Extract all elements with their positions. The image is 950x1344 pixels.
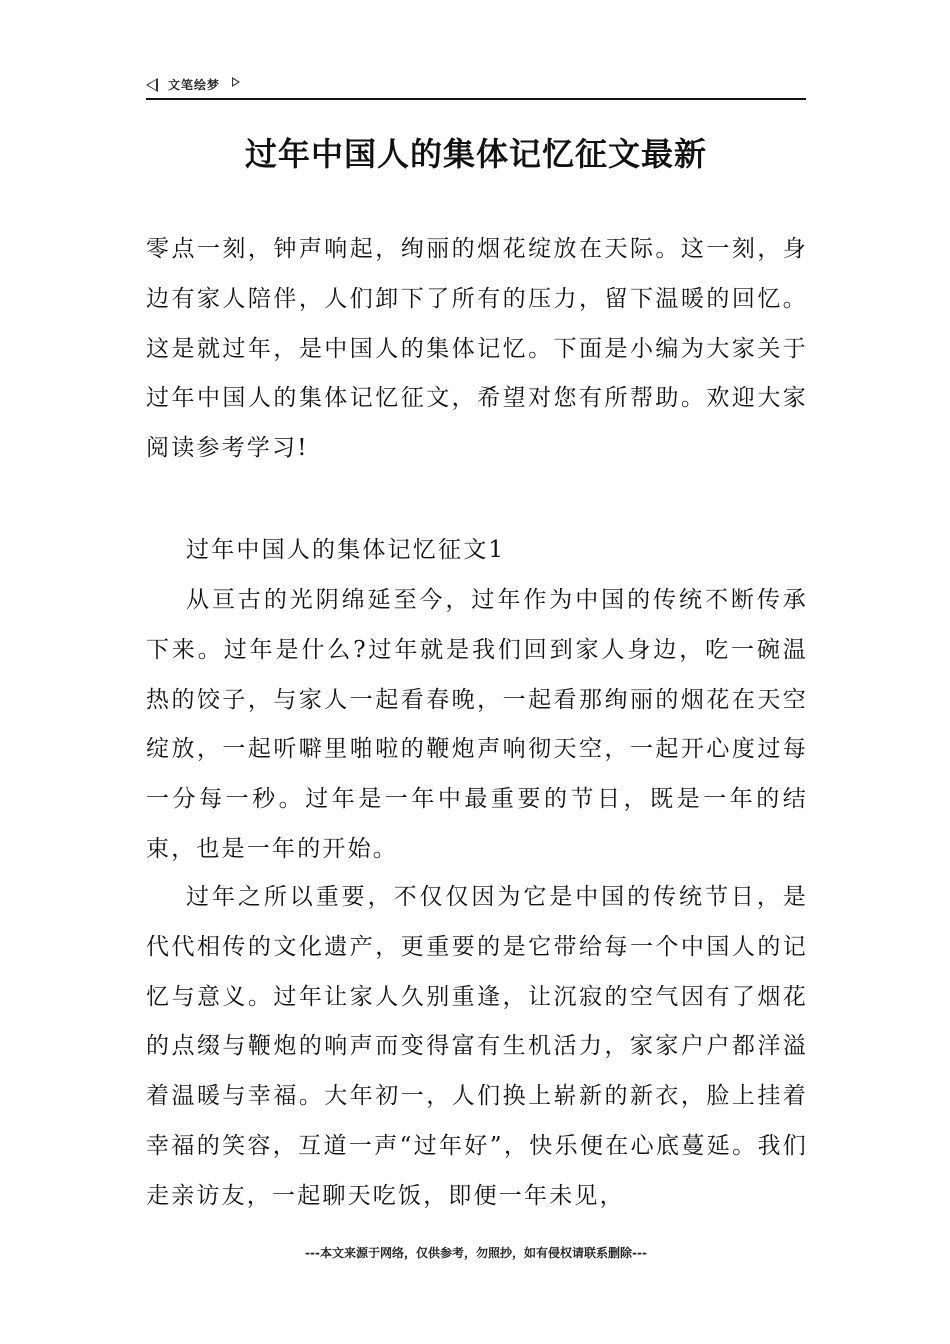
page-header <box>146 74 806 98</box>
intro-paragraph: 零点一刻，钟声响起，绚丽的烟花绽放在天际。这一刻，身边有家人陪伴，人们卸下了所有的压力，留下温暖的回忆。这是就过年，是中国人的集体记忆。下面是小编为大家关于过年中国人的集体记忆征文，希望对您有所帮助。欢迎大家阅读参考学习! <box>146 236 808 462</box>
triangle-right-icon <box>232 77 240 87</box>
section-heading: 过年中国人的集体记忆征文1 <box>186 537 506 563</box>
body-paragraph-1: 从亘古的光阴绵延至今，过年作为中国的传统不断传承下来。过年是什么?过年就是我们回到家人身边，吃一碗温热的饺子，与家人一起看春晚，一起看那绚丽的烟花在天空绽放，一起听噼里啪啦的鞭炮声响彻天空，一起开心度过每一分每一秒。过年是一年中最重要的节日，既是一年的结束，也是一年的开始。 <box>146 587 808 862</box>
page-footer-note: ---本文来源于网络，仅供参考，勿照抄，如有侵权请联系删除--- <box>305 1246 647 1260</box>
triangle-left-icon <box>146 78 158 92</box>
header-divider <box>146 98 806 100</box>
brand-label: 文笔绘梦 <box>168 78 221 92</box>
document-title: 过年中国人的集体记忆征文最新 <box>244 135 707 173</box>
body-paragraph-2: 过年之所以重要，不仅仅因为它是中国的传统节日，是代代相传的文化遗产，更重要的是它带给每一个中国人的记忆与意义。过年让家人久别重逢，让沉寂的空气因有了烟花的点缀与鞭炮的响声而变得富有生机活力，家家户户都洋溢着温暖与幸福。大年初一，人们换上崭新的新衣，脸上挂着幸福的笑容，互道一声“过年好”，快乐便在心底蔓延。我们走亲访友，一起聊天吃饭，即便一年未见， <box>146 884 808 1209</box>
